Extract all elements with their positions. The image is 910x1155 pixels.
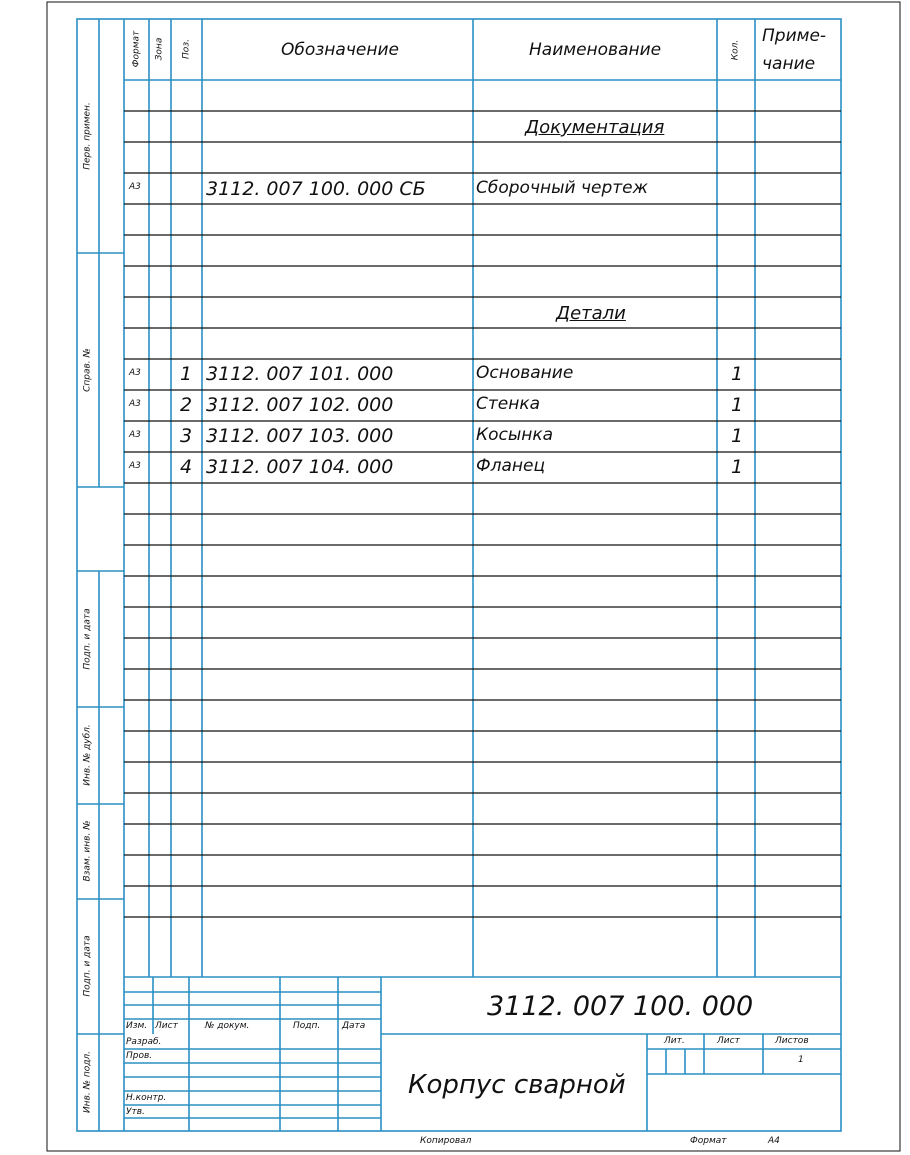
cell-designation: 3112. 007 102. 000	[206, 394, 394, 416]
header-zone: Зона	[154, 37, 165, 61]
cell-designation: 3112. 007 100. 000 СБ	[206, 178, 426, 200]
cell-format: А3	[129, 430, 141, 440]
label-lit: Лит.	[664, 1036, 685, 1046]
header-format: Формат	[131, 30, 142, 68]
label-sheet: Лист	[717, 1036, 740, 1046]
side-label-perv-primen: Перв. примен.	[82, 102, 93, 170]
header-note-line2: чание	[762, 54, 816, 74]
cell-name: Основание	[476, 363, 574, 383]
col-list: Лист	[155, 1021, 178, 1031]
cell-name: Фланец	[476, 456, 546, 476]
cell-designation: 3112. 007 101. 000	[206, 363, 394, 385]
cell-pos: 4	[180, 456, 193, 478]
role-utv: Утв.	[126, 1107, 145, 1117]
role-nkontr: Н.контр.	[126, 1093, 167, 1103]
side-label-vzam-inv: Взам. инв. №	[82, 820, 93, 882]
header-designation: Обозначение	[281, 40, 399, 60]
header-qty: Кол.	[730, 39, 741, 61]
role-prov: Пров.	[126, 1051, 153, 1061]
cell-name: Косынка	[476, 425, 554, 445]
main-frame	[77, 19, 841, 1131]
cell-qty: 1	[731, 363, 744, 385]
cell-format: А3	[129, 461, 141, 471]
footer-format-label: Формат	[690, 1136, 727, 1146]
footer-copied: Копировал	[420, 1136, 472, 1146]
cell-pos: 2	[180, 394, 193, 416]
cell-name: Сборочный чертеж	[476, 178, 648, 198]
cell-designation: 3112. 007 103. 000	[206, 425, 394, 447]
cell-format: А3	[129, 399, 141, 409]
side-label-podp-data-1: Подп. и дата	[82, 608, 93, 670]
doc-title: Корпус сварной	[408, 1070, 626, 1100]
col-ndoc: № докум.	[205, 1021, 250, 1031]
col-data: Дата	[342, 1021, 366, 1031]
header-pos: Поз.	[181, 39, 192, 59]
side-label-inv-podl: Инв. № подл.	[82, 1050, 93, 1114]
doc-number: 3112. 007 100. 000	[487, 991, 754, 1022]
section-details: Детали	[556, 303, 626, 324]
header-note-line1: Приме-	[762, 26, 827, 46]
footer-format-value: А4	[768, 1136, 780, 1146]
col-podp: Подп.	[293, 1021, 321, 1031]
col-izm: Изм.	[126, 1021, 148, 1031]
side-label-sprav-no: Справ. №	[82, 348, 93, 392]
cell-format: А3	[129, 368, 141, 378]
cell-designation: 3112. 007 104. 000	[206, 456, 394, 478]
side-label-podp-data-2: Подп. и дата	[82, 935, 93, 997]
cell-qty: 1	[731, 456, 744, 478]
cell-pos: 1	[180, 363, 193, 385]
cell-name: Стенка	[476, 394, 541, 414]
header-name: Наименование	[529, 40, 662, 60]
cell-qty: 1	[731, 394, 744, 416]
label-sheets: Листов	[775, 1036, 809, 1046]
side-label-inv-dubl: Инв. № дубл.	[82, 724, 93, 786]
cell-pos: 3	[180, 425, 193, 447]
role-razrab: Разраб.	[126, 1037, 162, 1047]
section-documentation: Документация	[525, 117, 665, 138]
cell-format: А3	[129, 182, 141, 192]
sheets-value: 1	[798, 1055, 804, 1065]
cell-qty: 1	[731, 425, 744, 447]
